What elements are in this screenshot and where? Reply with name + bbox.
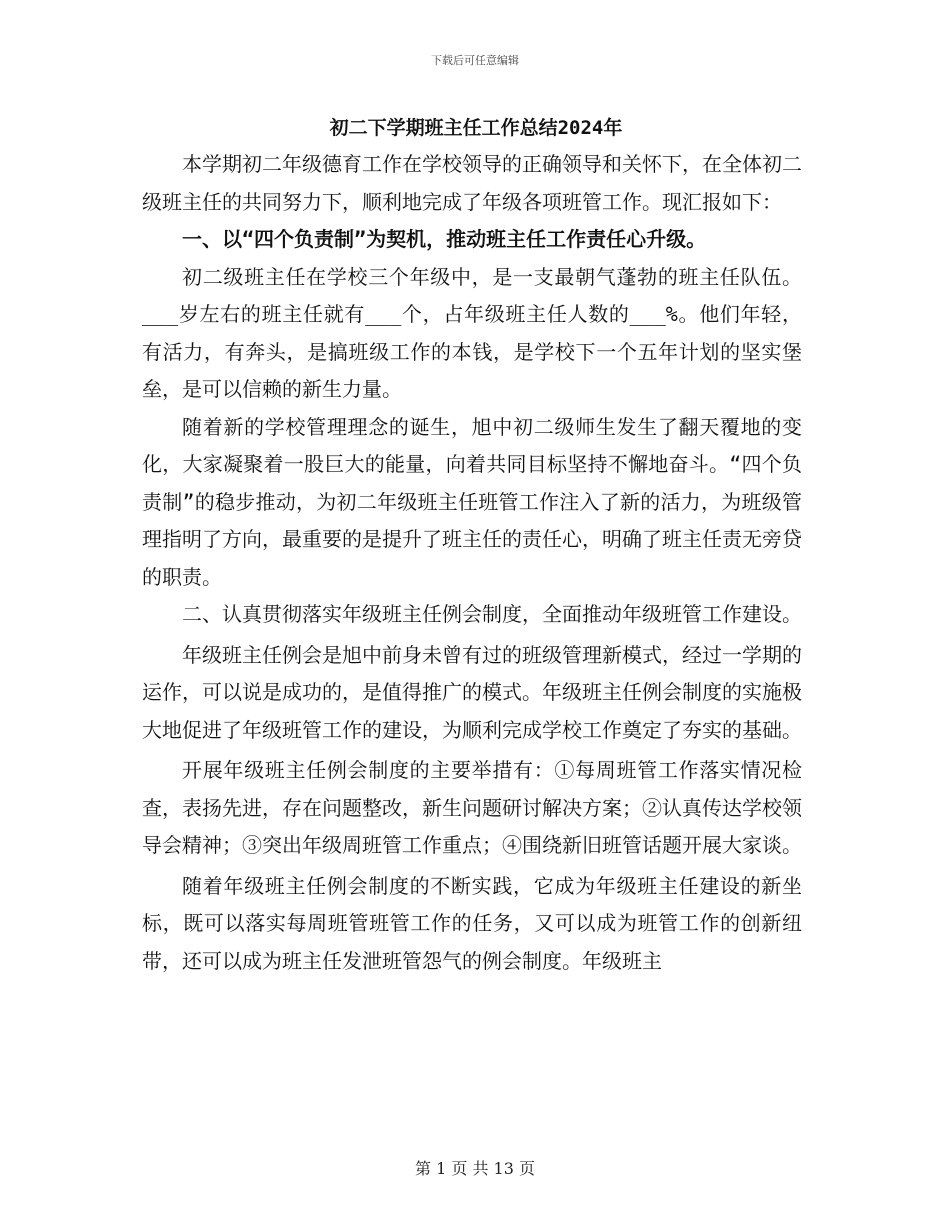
paragraph: 初二级班主任在学校三个年级中，是一支最朝气蓬勃的班主任队伍。___岁左右的班主任就有___个，占年级班主任人数的___%。他们年轻，有活力，有奔头，是搞班级工作的本钱，是学校下一个五年计划的坚实堡垒，是可以信赖的新生力量。 xyxy=(142,264,802,401)
paragraph: 随着新的学校管理理念的诞生，旭中初二级师生发生了翻天覆地的变化，大家凝聚着一股巨大的能量，向着共同目标坚持不懈地奋斗。“四个负责制”的稳步推动，为初二年级班主任班管工作注入了新的活力，为班级管理指明了方向，最重要的是提升了班主任的责任心，明确了班主任责无旁贷的职责。 xyxy=(142,414,802,589)
paragraph: 随着年级班主任例会制度的不断实践，它成为年级班主任建设的新坐标，既可以落实每周班管班管工作的任务，又可以成为班管工作的创新纽带，还可以成为班主任发泄班管怨气的例会制度。年级班主 xyxy=(142,873,802,973)
section-heading-2: 二、认真贯彻落实年级班主任例会制度，全面推动年级班管工作建设。 xyxy=(182,602,802,626)
page-number: 第 1 页 共 13 页 xyxy=(415,1159,535,1178)
paragraph-intro: 本学期初二年级德育工作在学校领导的正确领导和关怀下，在全体初二级班主任的共同努力下，顺利地完成了年级各项班管工作。现汇报如下： xyxy=(142,152,802,214)
document-title: 初二下学期班主任工作总结2024年 xyxy=(329,117,623,139)
section-heading-1: 一、以“四个负责制”为契机，推动班主任工作责任心升级。 xyxy=(182,227,707,251)
paragraph: 年级班主任例会是旭中前身未曾有过的班级管理新模式，经过一学期的运作，可以说是成功的，是值得推广的模式。年级班主任例会制度的实施极大地促进了年级班管工作的建设，为顺利完成学校工作奠定了夯实的基础。 xyxy=(142,642,802,742)
paragraph: 开展年级班主任例会制度的主要举措有：①每周班管工作落实情况检查，表扬先进，存在问题整改，新生问题研讨解决方案；②认真传达学校领导会精神；③突出年级周班管工作重点；④围绕新旧班管话题开展大家谈。 xyxy=(142,758,802,857)
page-header-note: 下载后可任意编辑 xyxy=(431,54,519,67)
document-body xyxy=(142,110,802,980)
